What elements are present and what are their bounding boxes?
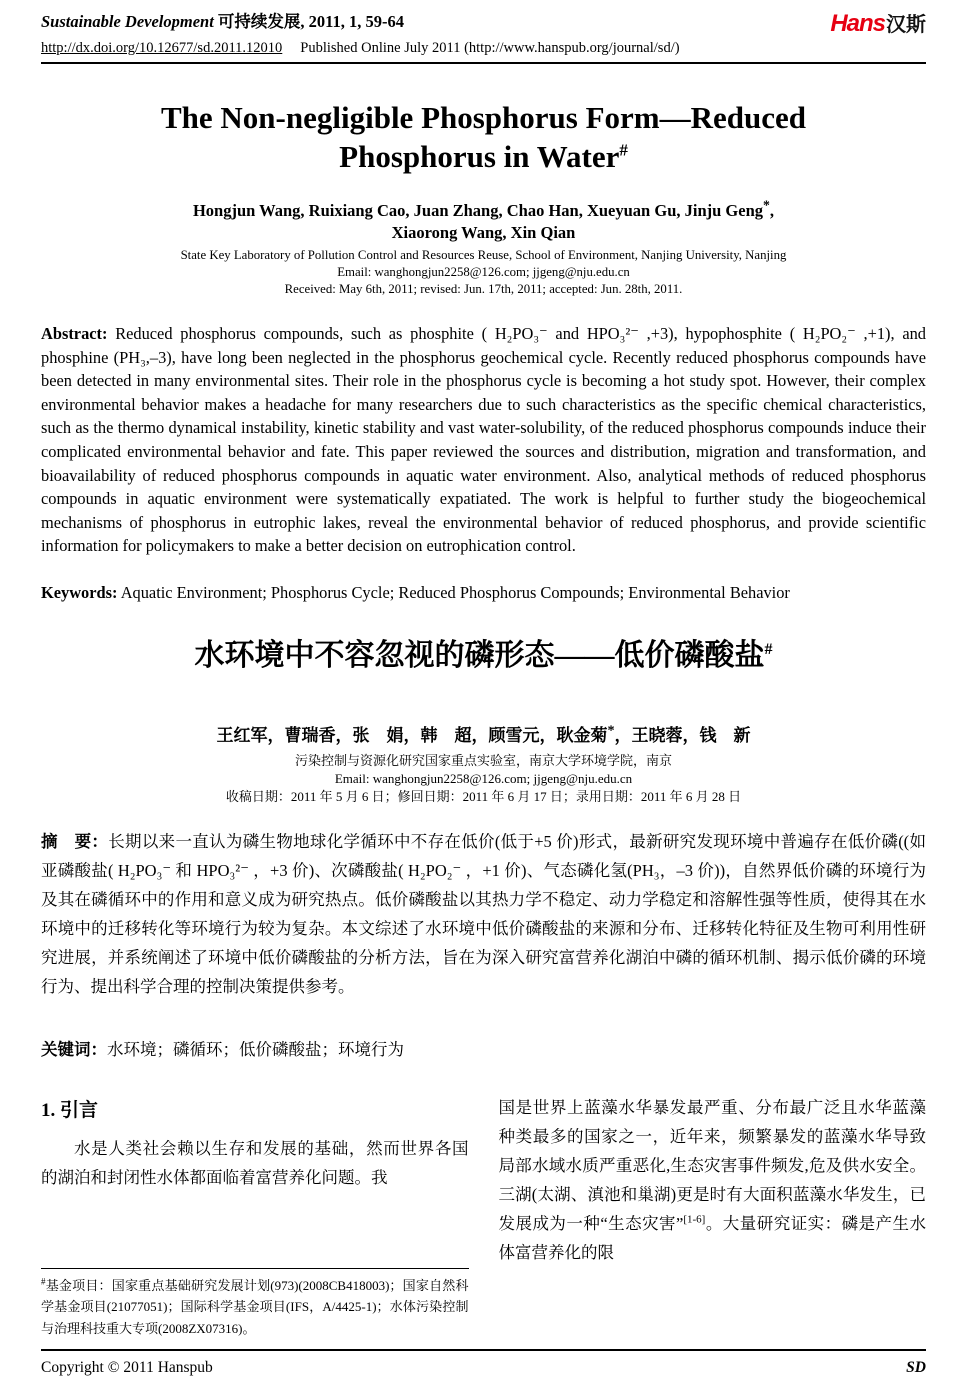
- abstract-en: [41, 322, 926, 558]
- authors-en-line1-comma: ,: [769, 201, 775, 220]
- footnote-rule: [41, 1268, 469, 1269]
- affiliation-email: Email: wanghongjun2258@126.com; jjgeng@nju.edu.cn: [337, 265, 630, 279]
- affiliation-cn: 污染控制与资源化研究国家重点实验室，南京大学环境学院，南京: [294, 752, 672, 768]
- authors-en-line1: [192, 197, 775, 220]
- keywords-label-cn: 关键词：: [41, 1040, 107, 1060]
- authors-cn: [41, 721, 926, 746]
- received-dates: Received: May 6th, 2011; revised: Jun. 17th, 2011; accepted: Jun. 28th, 2011.: [284, 282, 683, 296]
- hans-logo-icon: Hans: [830, 10, 885, 37]
- abstract-label-cn: 摘 要：: [41, 831, 109, 851]
- abstract-text-cn: 长期以来一直认为磷生物地球化学循环中不存在低价(低于+5 价)形式，最新研究发现环境中普遍存在低价磷((如亚磷酸盐( H₂PO₃⁻ 和 HPO₃²⁻ ，+3 价)、次磷酸盐( H₂PO₂⁻ ，+1 价)、气态磷化氢(PH₃，–3 价))，自然界低价磷的环境行为及其在磷循环中的作用和意义成为研究热点。低价磷酸盐以其热力学不稳定、动力学稳定和溶解性强等性质，使得其在水环境中的迁移转化等环境行为较为复杂。本文综述了水环境中低价磷酸盐的来源和分布、迁移转化特征及生物可利用性研究进展，并系统阐述了环境中低价磷酸盐的分析方法，旨在为深入研究富营养化湖泊中磷的循环机制、揭示低价磷的环境行为、提出科学合理的控制决策提供参考。: [41, 831, 926, 996]
- paper-title-en: [41, 98, 926, 176]
- copyright-text: Copyright © 2011 Hanspub: [41, 1359, 213, 1376]
- intro-paragraph-left: 水是人类社会赖以生存和发展的基础，然而世界各国的湖泊和封闭性水体都面临着富营养化问题。我: [41, 1138, 469, 1187]
- funding-footnote: [41, 1268, 469, 1340]
- abstract-cn: [41, 827, 926, 1001]
- keywords-label: Keywords:: [41, 582, 118, 602]
- intro-right-text-rest: 。大量研究证实：磷是产生水体富营养化的限: [498, 1213, 927, 1262]
- authors-en: [41, 197, 926, 244]
- authors-cn-names: 王红军，曹瑞香，张 娟，韩 超，顾雪元，耿金菊: [216, 725, 608, 745]
- journal-header-row2: [41, 40, 926, 57]
- section-heading-introduction: 1. 引言: [41, 1099, 99, 1121]
- title-cn-footnote-marker: #: [764, 640, 773, 658]
- journal-citation: [41, 8, 404, 32]
- corresponding-author-marker: *: [763, 197, 770, 213]
- hans-publisher-logo: [830, 8, 926, 38]
- doi-link[interactable]: http://dx.doi.org/10.12677/sd.2011.12010: [41, 40, 283, 56]
- footnote-body: 基金项目：国家重点基础研究发展计划(973)(2008CB418003)；国家自然科学基金项目(21077051)；国际科学基金项目(IFS，A/4425-1)；水体污染控制与治理科技重大专项(2008ZX07316)。: [41, 1277, 469, 1336]
- page-footer: [41, 1349, 926, 1377]
- authors-en-line2: Xiaorong Wang, Xin Qian: [391, 223, 576, 242]
- intro-paragraph-right: [499, 1093, 927, 1267]
- affiliation-institute: State Key Laboratory of Pollution Control and Resources Reuse, School of Environment, Nanjing University, Nanjing: [180, 248, 787, 262]
- footnote-marker: #: [41, 1276, 46, 1287]
- footnote-text: [41, 1275, 469, 1340]
- abstract-label: Abstract:: [41, 324, 108, 343]
- hans-logo-cn-text: 汉斯: [886, 14, 926, 36]
- received-dates-cn: 收稿日期：2011 年 5 月 6 日；修回日期：2011 年 6 月 17 日；录用日期：2011 年 6 月 28 日: [225, 788, 742, 804]
- two-column-body: [41, 1093, 926, 1339]
- abstract-text: Reduced phosphorus compounds, such as phosphite ( H₂PO₃⁻ and HPO₃²⁻ ,+3), hypophosphite ( H₂PO₂⁻ ,+1), and phosphine (PH₃,–3), have long been neglected in the phosphorus geochemical cycle. Recently reduced phosphorus compounds have been detected in many environmental sites. Their role in the phosphorus cycle is becoming a hot study spot. However, their complex environmental behavior makes a headache for many researchers due to such characteristics as the specific chemical characteristics, such as the thermo dynamical instability, kinetic stability and vast water-solubility, of the reduced phosphorus compounds induce their complicated environmental behavior and fate. This paper reviewed the sources and distribution, migration and transformation, and bioavailability of reduced phosphorus compounds in aquatic water environment. Also, analytical methods of reduced phosphorus compounds in aquatic environment were systematically expatiated. The work is helpful to further study the biogeochemical mechanisms of phosphorus in eutrophic lakes, reveal the environmental behavior of reduced phosphorus, and provide scientific information for policymakers to make a better decision on eutrophication control.: [41, 324, 926, 556]
- keywords-text: Aquatic Environment; Phosphorus Cycle; Reduced Phosphorus Compounds; Environmental Behavior: [120, 582, 790, 602]
- header-rule: [41, 62, 926, 64]
- footer-rule: [41, 1349, 926, 1351]
- journal-abbreviation: SD: [906, 1359, 926, 1376]
- authors-cn-names-rest: ，王晓蓉，钱 新: [614, 725, 751, 745]
- left-column: [41, 1093, 469, 1339]
- authors-en-line1-names: Hongjun Wang, Ruixiang Cao, Juan Zhang, Chao Han, Xueyuan Gu, Jinju Geng: [192, 201, 764, 220]
- published-online-text: Published Online July 2011 (http://www.hanspub.org/journal/sd/): [300, 40, 680, 56]
- paper-title-line2: Phosphorus in Water: [339, 139, 620, 174]
- keywords-cn: [41, 1036, 926, 1060]
- paper-title-cn-text: 水环境中不容忽视的磷形态——低价磷酸盐: [194, 638, 765, 672]
- right-column: [499, 1093, 927, 1339]
- journal-title: Sustainable Development: [41, 12, 214, 31]
- affiliation-block-en: [41, 247, 926, 298]
- intro-right-text: 国是世界上蓝藻水华暴发最严重、分布最广泛且水华蓝藻种类最多的国家之一，近年来，频繁暴发的蓝藻水华导致局部水域水质严重恶化,生态灾害事件频发,危及供水安全。三湖(太湖、滇池和巢湖)更是时有大面积蓝藻水华发生，已发展成为一种“生态灾害”: [498, 1097, 926, 1233]
- paper-title-cn: [41, 637, 926, 675]
- affiliation-block-cn: [41, 752, 926, 806]
- title-footnote-marker: #: [619, 140, 628, 160]
- keywords-text-cn: 水环境；磷循环；低价磷酸盐；环境行为: [107, 1040, 404, 1060]
- journal-header: [41, 8, 926, 64]
- paper-title-line1: The Non-negligible Phosphorus Form—Reduced: [160, 100, 807, 135]
- corresponding-author-marker-cn: *: [607, 721, 615, 738]
- journal-header-row1: [41, 8, 926, 38]
- footer-row: [41, 1359, 926, 1377]
- affiliation-email-cn: Email: wanghongjun2258@126.com; jjgeng@nju.edu.cn: [334, 770, 633, 786]
- citation-reference: [1-6]: [683, 1213, 706, 1226]
- keywords-en: [41, 581, 926, 605]
- journal-issue-info: 可持续发展, 2011, 1, 59-64: [213, 12, 405, 31]
